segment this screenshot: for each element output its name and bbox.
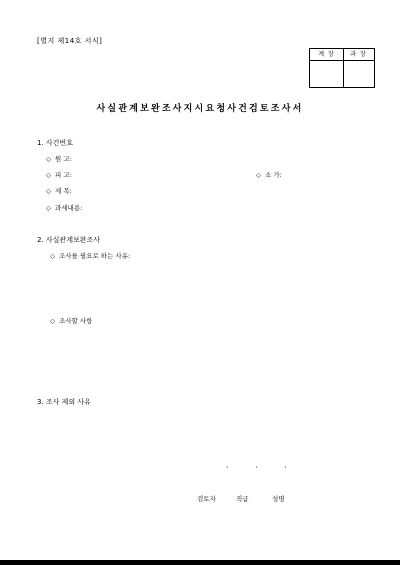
approval-header-chief: 계 장 — [310, 49, 343, 61]
amount-field — [256, 172, 282, 179]
plaintiff-label: 원 고: — [55, 155, 72, 163]
diamond-bullet-icon: ◇ — [50, 317, 55, 325]
diamond-bullet-icon: ◇ — [46, 171, 51, 179]
reason-label: 조사를 필요로 하는 사유: — [59, 252, 131, 260]
diamond-bullet-icon: ◇ — [256, 171, 261, 179]
approval-col-manager — [343, 49, 374, 87]
tax-period-field — [46, 205, 82, 212]
form-label: [별지 제14호 서식] — [37, 37, 103, 45]
bottom-border — [0, 560, 400, 565]
diamond-bullet-icon: ◇ — [46, 204, 51, 212]
section2-heading: 2. 사실관계보완조사 — [37, 236, 100, 244]
plaintiff-field — [46, 156, 72, 163]
matters-label: 조사할 사항 — [59, 317, 93, 325]
approval-box — [309, 48, 375, 88]
reason-field — [50, 253, 130, 260]
diamond-bullet-icon: ◇ — [46, 187, 51, 195]
section1-heading: 1. 사건번호 — [37, 139, 73, 147]
section3-heading: 3. 조사 제외 사유 — [37, 398, 91, 406]
signature-name: 성명 — [272, 495, 285, 503]
defendant-label: 피 고: — [55, 171, 72, 179]
date-placeholder: · · · — [226, 463, 299, 472]
matters-field — [50, 318, 92, 325]
approval-col-chief — [310, 49, 344, 87]
diamond-bullet-icon: ◇ — [46, 155, 51, 163]
case-name-field — [46, 188, 72, 195]
case-name-label: 세 목: — [55, 187, 72, 195]
amount-label: 소 가: — [265, 171, 282, 179]
approval-header-manager: 과 장 — [343, 49, 374, 61]
document-title: 사실관계보완조사지시요청사건검토조사서 — [96, 104, 304, 114]
signature-reviewer: 검토자 — [197, 495, 216, 503]
signature-position: 직급 — [236, 495, 249, 503]
tax-period-label: 과세내용: — [55, 204, 83, 212]
defendant-field — [46, 172, 72, 179]
diamond-bullet-icon: ◇ — [50, 252, 55, 260]
